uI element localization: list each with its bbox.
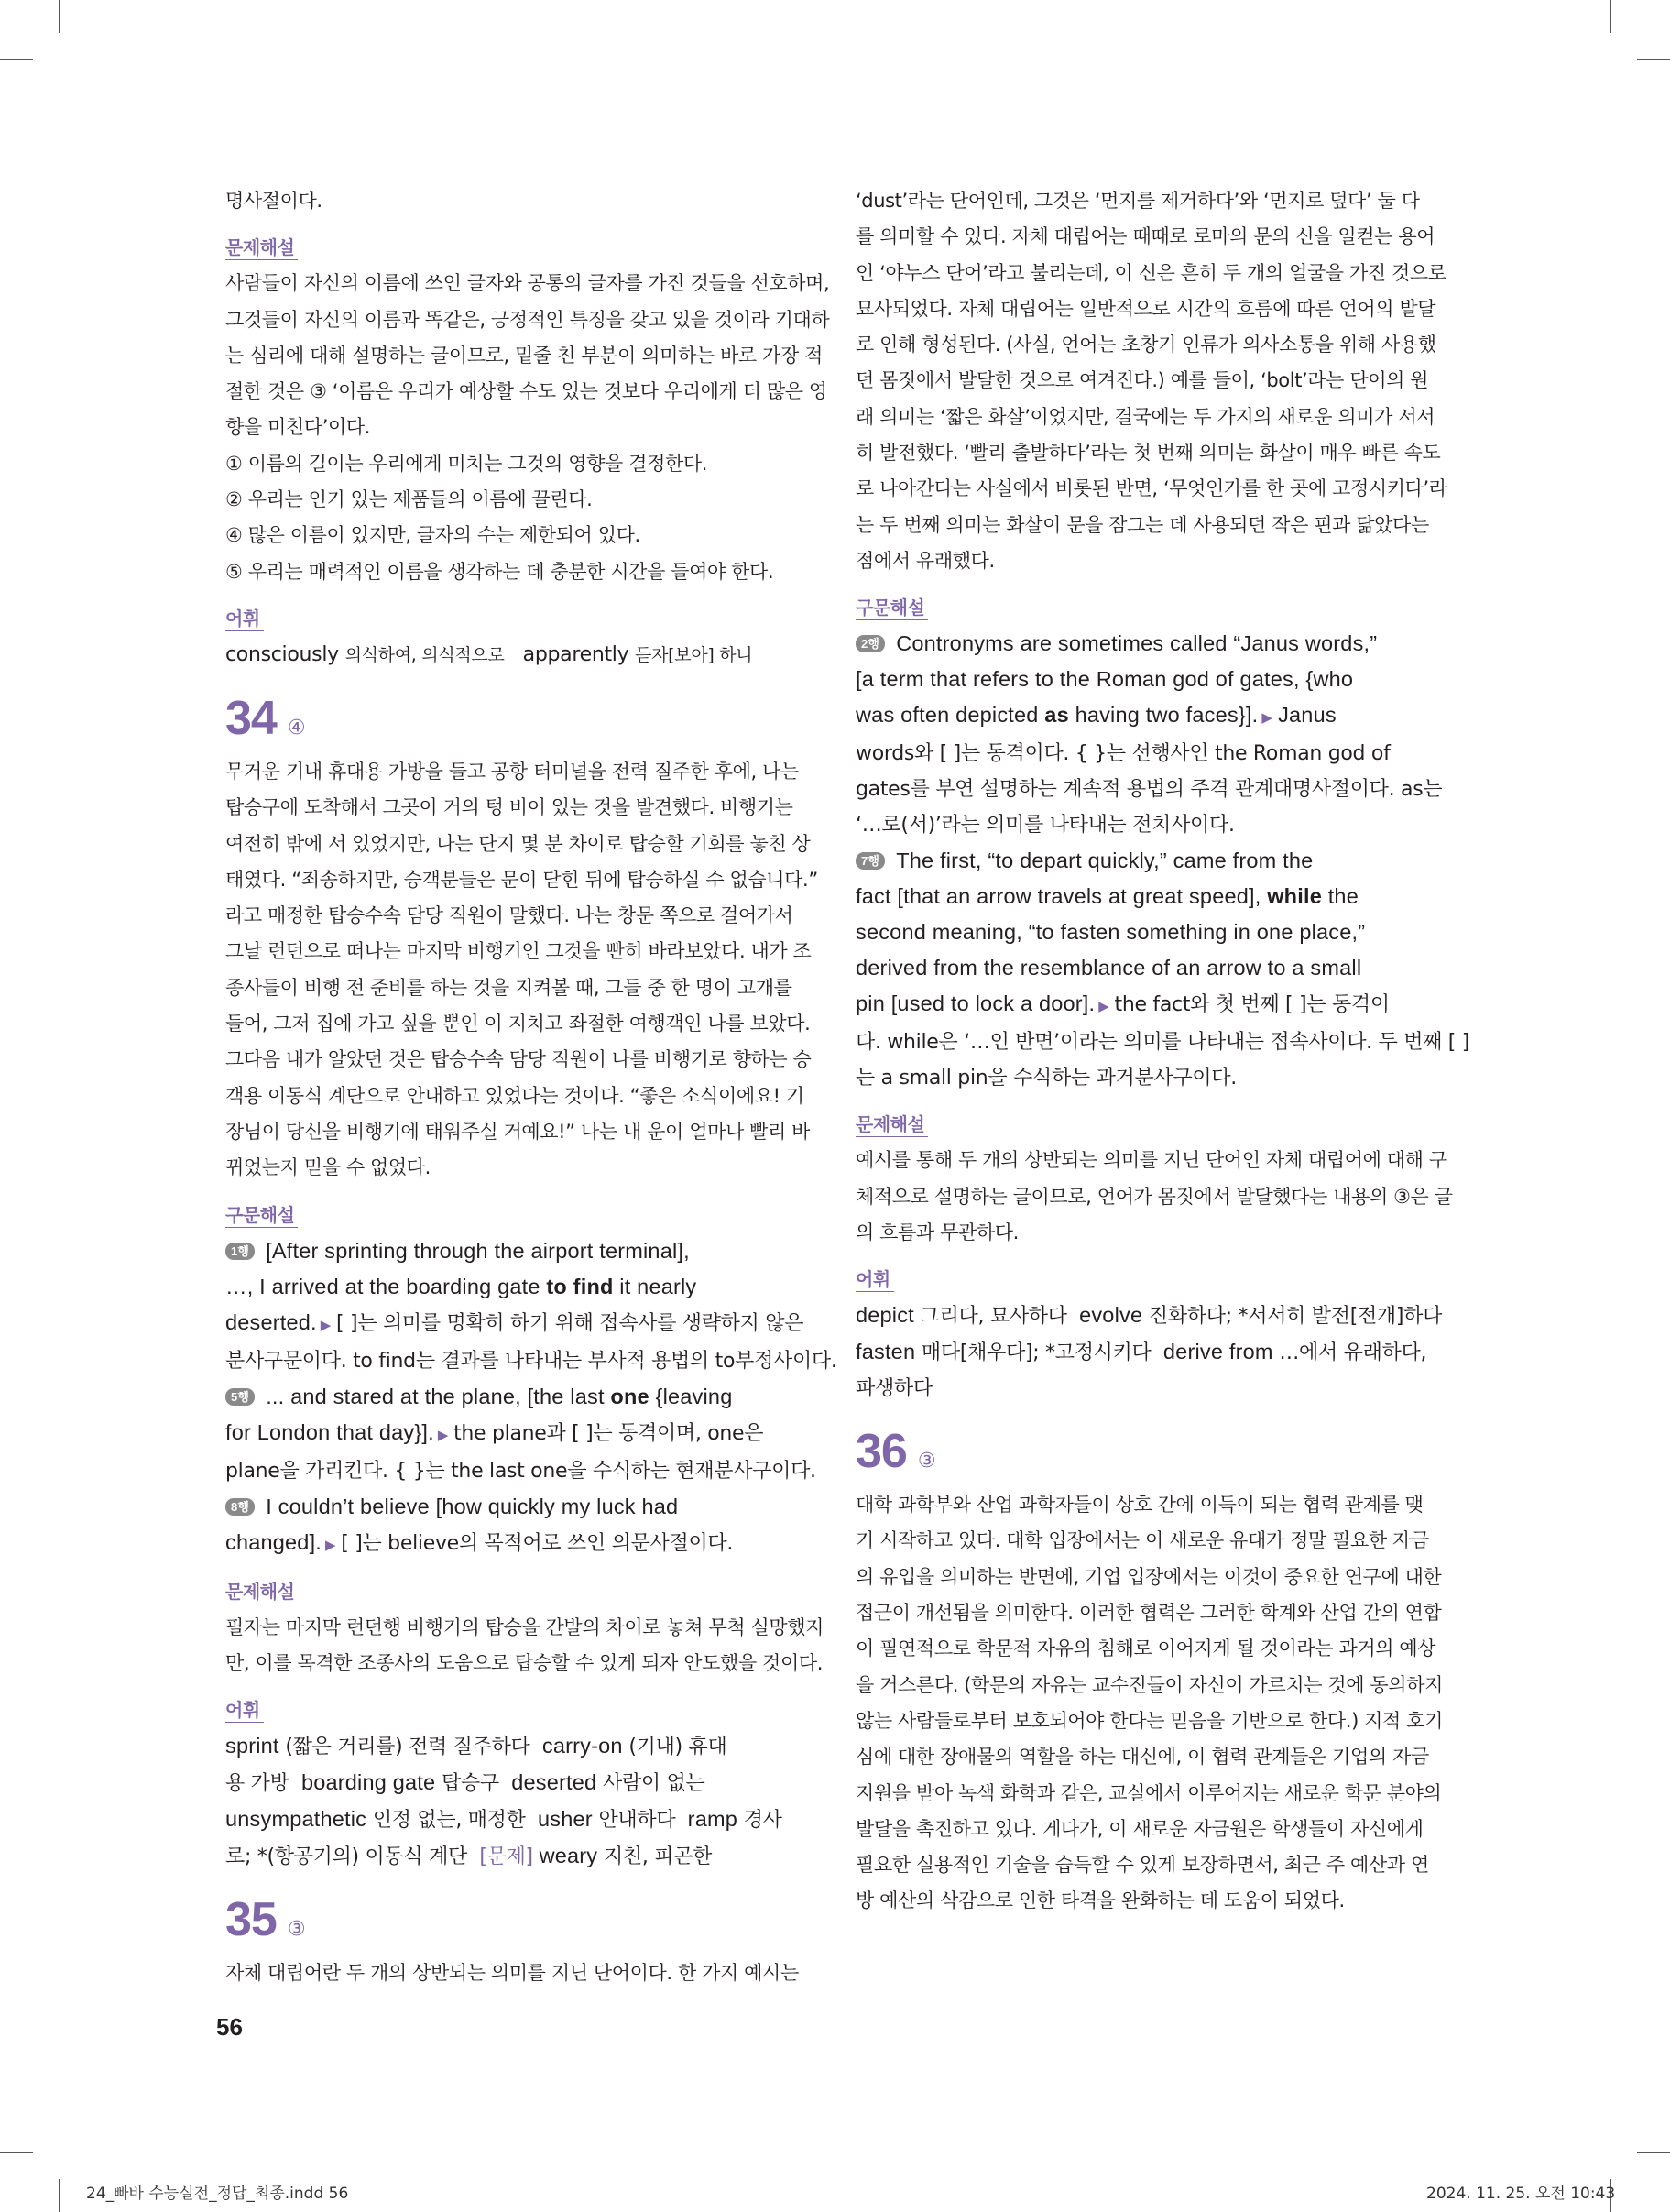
right-column: [856, 183, 1470, 1920]
vocab-label: 어휘: [856, 1267, 894, 1292]
crop-mark: [0, 2152, 33, 2153]
crop-mark: [1637, 59, 1670, 60]
question-number-35: 35 ③: [225, 1893, 306, 1947]
vocab-label: 어휘: [225, 1698, 264, 1723]
crop-mark: [0, 59, 33, 60]
triangle-icon: ▶: [1261, 710, 1273, 727]
solution-text: 필자는 마지막 런던행 비행기의 탑승을 간발의 차이로 놓쳐 무척 실망했지 만, 이를 목격한 조종사의 도움으로 탑승할 수 있게 되자 안도했을 것이다.: [225, 1615, 824, 1674]
line-tag: 8행: [225, 1498, 255, 1516]
translation-text: 무거운 기내 휴대용 가방을 들고 공항 터미널을 전력 질주한 후에, 나는 탑승구에 도착해서 그곳이 거의 텅 비어 있는 것을 발견했다. 비행기는 여전히 밖에 서 있었지만, 나는 단지 몇 분 차이로 탑승할 기회를 놓친 상 태였다. “죄송하지만, 승객분들은 문이 닫힌 뒤에 탑승하실 수 없습니다.” 라고 매정한 탑승수속 담당 직원이 말했다. 나는 창문 쪽으로 걸어가서 그날 런던으로 떠나는 마지막 비행기인 그것을 빤히 바라보았다. 내가 조 종사들이 비행 전 준비를 하는 것을 지켜볼 때, 그들 중 한 명이 고개를 들어, 그저 집에 가고 싶을 뿐인 이 지치고 좌절한 여행객인 나를 보았다. 그다음 내가 알았던 것은 탑승수속 담당 직원이 나를 비행기로 향하는 승 객용 이동식 계단으로 안내하고 있었다는 것이다. “좋은 소식이에요! 기 장님이 당신을 비행기에 태워주실 거예요!” 나는 내 운이 얼마나 빨리 바 뀌었는지 믿을 수 없었다.: [225, 760, 818, 1179]
syntax-label: 구문해설: [225, 1203, 298, 1228]
footer-filename: 24_빠바 수능실전_정답_최종.indd 56: [86, 2185, 349, 2203]
line-tag: 5행: [225, 1388, 255, 1406]
translation-text: 자체 대립어란 두 개의 상반되는 의미를 지닌 단어이다. 한 가지 예시는: [225, 1962, 799, 1985]
translation-text: 대학 과학부와 산업 과학자들이 상호 간에 이득이 되는 협력 관계를 맺 기 시작하고 있다. 대학 입장에서는 이 새로운 유대가 정말 필요한 자금 의 유입을 의미하는 반면에, 기업 입장에서는 이것이 중요한 연구에 대한 접근이 개선됨을 의미한다. 이러한 협력은 그러한 학계와 산업 간의 연합 이 필연적으로 학문적 자유의 침해로 이어지게 될 것이라는 과거의 예상 을 거스른다. (학문의 자유는 교수진들이 자신이 가르치는 것에 동의하지 않는 사람들로부터 보호되어야 한다는 믿음을 기반으로 한다.) 지적 호기 심에 대한 장애물의 역할을 하는 대신에, 이 협력 관계들은 기업의 자금 지원을 받아 녹색 화학과 같은, 교실에서 이루어지는 새로운 학문 분야의 발달을 촉진하고 있다. 게다가, 이 새로운 자금원은 학생들이 자신에게 필요한 실용적인 기술을 습득할 수 있게 보장하면서, 최근 주 예산과 연 방 예산의 삭감으로 인한 타격을 완화하는 데 도움이 되었다.: [856, 1494, 1443, 1912]
syntax-label: 구문해설: [856, 596, 928, 620]
triangle-icon: ▶: [1098, 998, 1109, 1015]
crop-mark: [1610, 0, 1611, 33]
crop-mark: [1637, 2152, 1670, 2153]
syntax-block: 2행 Contronyms are sometimes called “Janus words,” [a term that refers to the Roman god of gates, {who was often depicted as having two faces}]. ▶ Janus words와 [ ]는 동격이다. { }는 선행사인 the Roman god of gates를 부연 설명하는 계속적 용법의 주격 관계대명사절이다. as는 ‘…로(서)’라는 의미를 나타내는 전치사이다. 7행 The first, “to depart quickly,” came from the fact [that an arrow travels at great speed], while the second meaning, “to fasten something in one place,” derived from the resemblance of an arrow to a small pin [used to lock a door]. ▶ the fact와 첫 번째 [ ]는 동격이 다. while은 ‘…인 반면’이라는 의미를 나타내는 접속사이다. 두 번째 [ ] 는 a small pin을 수식하는 과거분사구이다.: [856, 631, 1470, 1090]
triangle-icon: ▶: [320, 1316, 332, 1333]
vocab-line: consciously 의식하여, 의식적으로 apparently 듣자[보아] 하니: [225, 642, 753, 666]
left-column: [225, 183, 837, 1991]
answer-mark: ④: [287, 716, 306, 739]
line-tag: 7행: [856, 852, 885, 870]
solution-label: 문제해설: [225, 235, 298, 260]
solution-text: 예시를 통해 두 개의 상반되는 의미를 지닌 단어인 자체 대립어에 대해 구 체적으로 설명하는 글이므로, 언어가 몸짓에서 발달했다는 내용의 ③은 글 의 흐름과 무관하다.: [856, 1149, 1453, 1243]
answer-mark: ③: [917, 1450, 936, 1473]
vocab-label: 어휘: [225, 607, 264, 631]
question-number-36: 36 ③: [856, 1425, 936, 1479]
vocab-block: depict 그리다, 묘사하다 evolve 진화하다; *서서히 발전[전개]하다 fasten 매다[채우다]; *고정시키다 derive from …에서 유래하다, 파생하다: [856, 1303, 1443, 1401]
line-tag: 1행: [225, 1243, 255, 1260]
triangle-icon: ▶: [437, 1426, 449, 1443]
syntax-block: 1행 [After sprinting through the airport terminal], …, I arrived at the boarding gate to find it nearly deserted. ▶ [ ]는 의미를 명확히 하기 위해 접속사를 생략하지 않은 분사구문이다. to find는 결과를 나타내는 부사적 용법의 to부정사이다. 5행 ... and stared at the plane, [the last one {leaving for London that day}]. ▶ the plane과 [ ]는 동격이며, one은 plane을 가리킨다. { }는 the last one을 수식하는 현재분사구이다. 8행 I couldn’t believe [how quickly my luck had changed]. ▶ [ ]는 believe의 목적어로 쓰인 의문사절이다.: [225, 1238, 837, 1555]
question-number-34: 34 ④: [225, 691, 306, 745]
translation-text: ‘dust’라는 단어인데, 그것은 ‘먼지를 제거하다’와 ‘먼지로 덮다’ 둘 다 를 의미할 수 있다. 자체 대립어는 때때로 로마의 문의 신을 일컫는 용어 인 ‘야누스 단어’라고 불리는데, 이 신은 흔히 두 개의 얼굴을 가진 것으로 묘사되었다. 자체 대립어는 일반적으로 시간의 흐름에 따른 언어의 발달 로 인해 형성된다. (사실, 언어는 초창기 인류가 의사소통을 위해 사용했 던 몸짓에서 발달한 것으로 여겨진다.) 예를 들어, ‘bolt’라는 단어의 원 래 의미는 ‘짧은 화살’이었지만, 결국에는 두 가지의 새로운 의미가 서서 히 발전했다. ‘빨리 출발하다’라는 첫 번째 의미는 화살이 매우 빠른 속도 로 나아간다는 사실에서 비롯된 반면, ‘무엇인가를 한 곳에 고정시키다’라 는 두 번째 의미는 화살이 문을 잠그는 데 사용되던 작은 핀과 닮았다는 점에서 유래했다.: [856, 190, 1447, 572]
solution-text: 사람들이 자신의 이름에 쓰인 글자와 공통의 글자를 가진 것들을 선호하며, 그것들이 자신의 이름과 똑같은, 긍정적인 특징을 갖고 있을 것이라 기대하 는 심리에 대해 설명하는 글이므로, 밑줄 친 부분이 의미하는 바로 가장 적 절한 것은 ③ ‘이름은 우리가 예상할 수도 있는 것보다 우리에게 더 많은 영 향을 미친다’이다. ① 이름의 길이는 우리에게 미치는 그것의 영향을 결정한다. ② 우리는 인기 있는 제품들의 이름에 끌린다. ④ 많은 이름이 있지만, 글자의 수는 제한되어 있다. ⑤ 우리는 매력적인 이름을 생각하는 데 충분한 시간을 들여야 한다.: [225, 272, 830, 583]
intro-text: 명사절이다.: [225, 190, 322, 212]
footer-date: 2024. 11. 25. 오전 10:43: [1426, 2185, 1616, 2203]
solution-label: 문제해설: [856, 1112, 928, 1137]
solution-label: 문제해설: [225, 1580, 298, 1604]
triangle-icon: ▶: [325, 1536, 336, 1553]
crop-mark: [59, 2179, 60, 2212]
vocab-block: sprint (짧은 거리를) 전력 질주하다 carry-on (기내) 휴대 용 가방 boarding gate 탑승구 deserted 사람이 없는 unsympathetic 인정 없는, 매정한 usher 안내하다 ramp 경사 로; *(항공기의) 이동식 계단 [문제] weary 지친, 피곤한: [225, 1734, 782, 1869]
line-tag: 2행: [856, 635, 885, 652]
crop-mark: [59, 0, 60, 33]
page-number: 56: [216, 2013, 243, 2041]
answer-mark: ③: [287, 1918, 306, 1942]
